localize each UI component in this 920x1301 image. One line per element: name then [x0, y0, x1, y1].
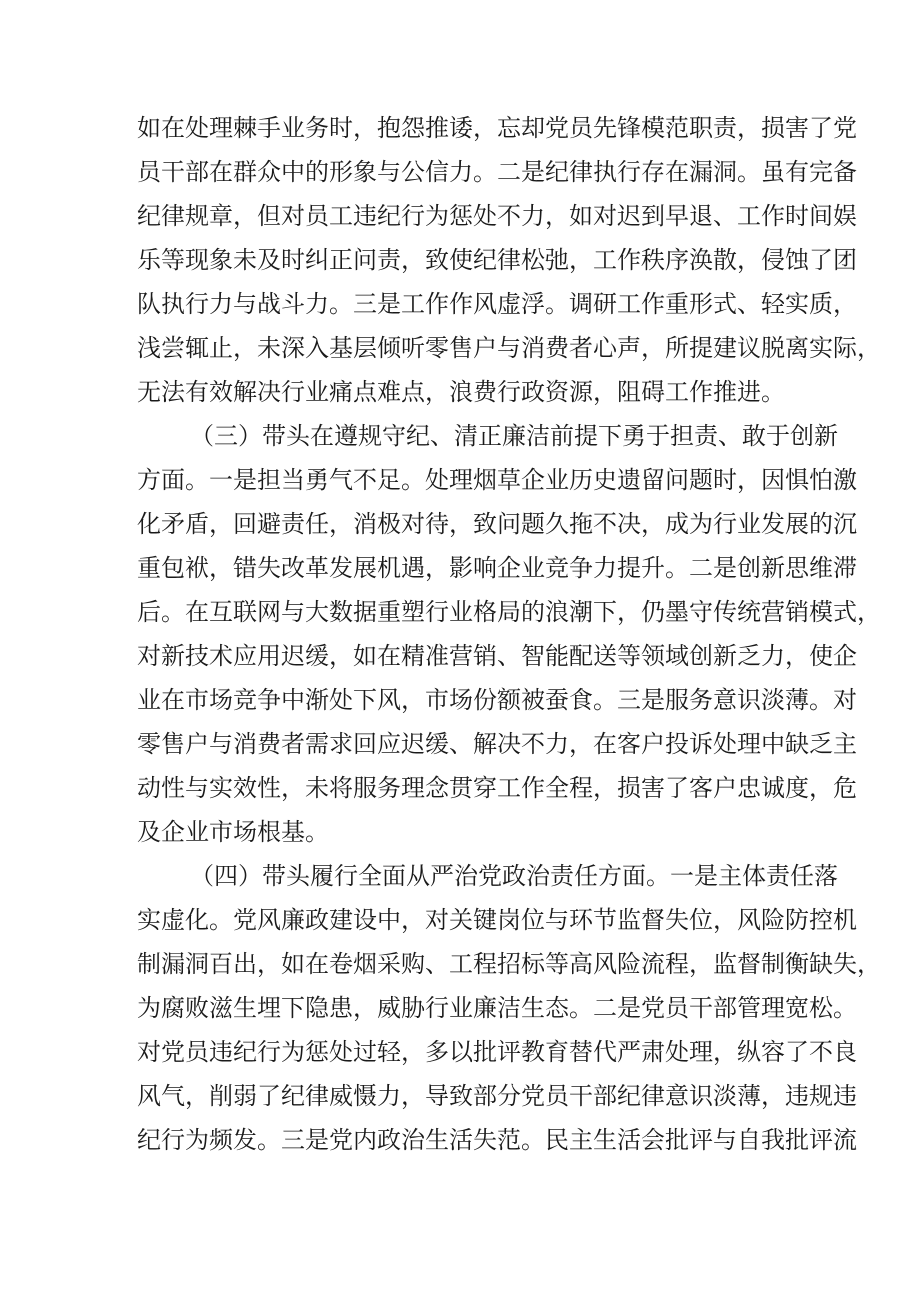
text-line: 动性与实效性，未将服务理念贯穿工作全程，损害了客户忠诚度，危 — [137, 774, 857, 802]
text-line: 方面。一是担当勇气不足。处理烟草企业历史遗留问题时，因惧怕激 — [137, 466, 857, 494]
text-line: 对党员违纪行为惩处过轻，多以批评教育替代严肃处理，纵容了不良 — [137, 1038, 857, 1066]
text-line: 员干部在群众中的形象与公信力。二是纪律执行存在漏洞。虽有完备 — [137, 158, 857, 186]
section-heading-line: （三）带头在遵规守纪、清正廉洁前提下勇于担责、敢于创新 — [190, 422, 838, 450]
text-line: 纪律规章，但对员工违纪行为惩处不力，如对迟到早退、工作时间娱 — [137, 202, 857, 230]
text-line: 对新技术应用迟缓，如在精准营销、智能配送等领域创新乏力，使企 — [137, 642, 857, 670]
text-line: 纪行为频发。三是党内政治生活失范。民主生活会批评与自我批评流 — [137, 1126, 857, 1154]
section-heading-line: （四）带头履行全面从严治党政治责任方面。一是主体责任落 — [190, 862, 838, 890]
text-line: 无法有效解决行业痛点难点，浪费行政资源，阻碍工作推进。 — [137, 378, 785, 406]
text-line: 浅尝辄止，未深入基层倾听零售户与消费者心声，所提建议脱离实际， — [137, 334, 881, 362]
text-line: 实虚化。党风廉政建设中，对关键岗位与环节监督失位，风险防控机 — [137, 906, 857, 934]
text-line: 重包袱，错失改革发展机遇，影响企业竞争力提升。二是创新思维滞 — [137, 554, 857, 582]
text-line: 业在市场竞争中渐处下风，市场份额被蚕食。三是服务意识淡薄。对 — [137, 686, 857, 714]
text-line: 化矛盾，回避责任，消极对待，致问题久拖不决，成为行业发展的沉 — [137, 510, 857, 538]
text-line: 队执行力与战斗力。三是工作作风虚浮。调研工作重形式、轻实质， — [137, 290, 857, 318]
text-line: 乐等现象未及时纠正问责，致使纪律松弛，工作秩序涣散，侵蚀了团 — [137, 246, 857, 274]
text-line: 制漏洞百出，如在卷烟采购、工程招标等高风险流程，监督制衡缺失， — [137, 950, 881, 978]
text-line: 后。在互联网与大数据重塑行业格局的浪潮下，仍墨守传统营销模式， — [137, 598, 881, 626]
text-line: 如在处理棘手业务时，抱怨推诿，忘却党员先锋模范职责，损害了党 — [137, 114, 857, 142]
text-line: 零售户与消费者需求回应迟缓、解决不力，在客户投诉处理中缺乏主 — [137, 730, 857, 758]
text-line: 风气，削弱了纪律威慑力，导致部分党员干部纪律意识淡薄，违规违 — [137, 1082, 857, 1110]
text-line: 及企业市场根基。 — [137, 818, 329, 846]
text-line: 为腐败滋生埋下隐患，威胁行业廉洁生态。二是党员干部管理宽松。 — [137, 994, 857, 1022]
